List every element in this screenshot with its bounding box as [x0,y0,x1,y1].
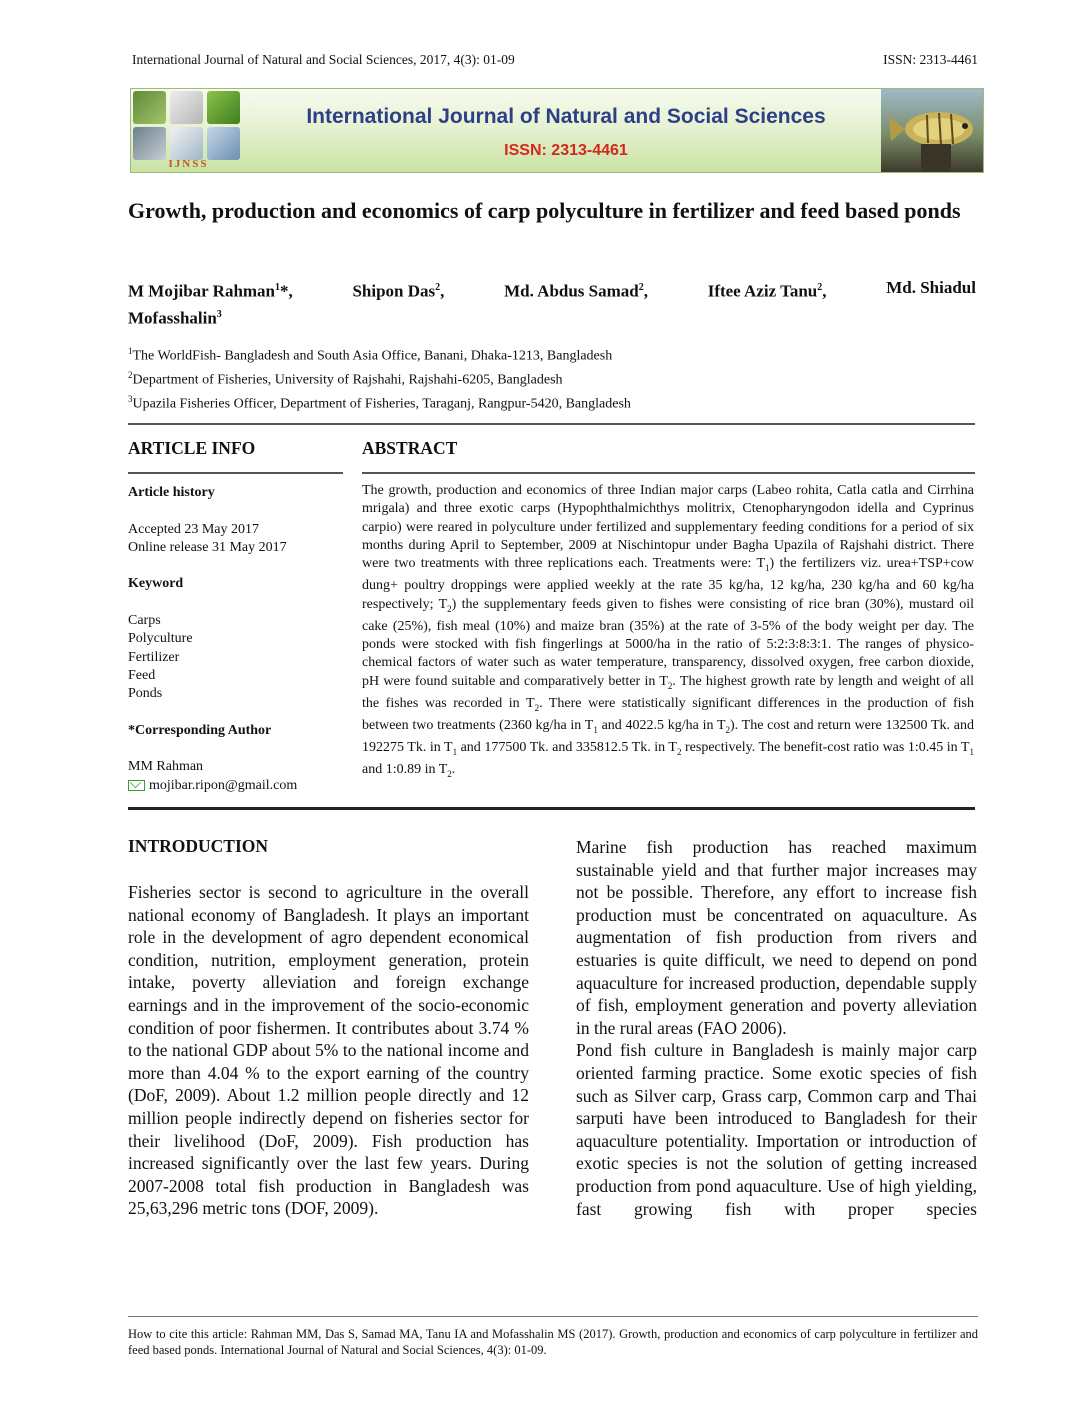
animal-thumbnail [170,91,203,124]
lab-thumbnail [170,127,203,160]
author: Shipon Das$^2$, [352,281,445,301]
intro-left-column [128,881,529,1220]
fish-thumbnail [133,127,166,160]
banner-abbreviation: IJNSS [168,158,209,170]
footer-divider [128,1316,978,1317]
banner-title: International Journal of Natural and Social Sciences [306,105,826,128]
accepted-date: Accepted 23 May 2017 [128,521,260,537]
keyword: Carps [128,613,161,629]
running-header-issn: ISSN: 2313-4461 [883,52,978,67]
leaf-thumbnail [207,91,240,124]
journal-banner [130,88,984,173]
author: Md. Abdus Samad$^2$, [504,281,648,301]
citation-footer: How to cite this article: Rahman MM, Das S, Samad MA, Tanu IA and Mofasshalin MS (2017). Growth, production and economics of carp polyculture in fertilizer and feed based ponds. International Journal of Natural and Social Sciences, 4(3): 01-09. [128,1327,978,1357]
intro-paragraph: Fisheries sector is second to agriculture in the overall national economy of Bangladesh. It plays an important role in the development of agro dependent economical condition, nutrition, employment generation, protein intake, poverty alleviation and foreign exchange earnings and in the improvement of the socio-economic condition of poor fishermen. It contributes about 3.74 % to the national GDP about 5% to the national income and more than 4.04 % to the export earning of the country (DoF, 2009). About 1.2 million people directly and 12 million people indirectly depend on fisheries sector for their livelihood (DoF, 2009). Fish production has increased significantly over the last few years. During 2007-2008 total fish production in Bangladesh was 25,63,296 metric tons (DOF, 2009). [128,882,529,1219]
email-link[interactable]: mojibar.ripon@gmail.com [149,777,298,793]
author: M Mojibar Rahman$^1$*, [128,281,293,301]
plant-thumbnail [133,91,166,124]
email-row[interactable] [128,777,348,795]
intro-paragraph: Pond fish culture in Bangladesh is mainly major carp oriented farming practice. Some exotic species of fish such as Silver carp, Grass carp, Common carp and Thai sarputi have been introduced to Bangladesh for their aquaculture potentiality. Importation or introduction of exotic species is not the solution of getting increased production from pond aquaculture. Use of high yielding, fast growing fish with proper species [576,1040,977,1219]
author-continued: Mofasshalin$^3$ [128,308,222,328]
divider [128,472,343,474]
running-header-journal: International Journal of Natural and Social Sciences, 2017, 4(3): 01-09 [132,52,515,67]
corresponding-name: MM Rahman [128,759,204,775]
affiliation: $^2$Department of Fisheries, University of Rajshahi, Rajshahi-6205, Bangladesh [128,370,563,388]
abstract-body: The growth, production and economics of three Indian major carps (Labeo rohita, Catla catla and Cirrhina mrigala) and three exotic carps (Hypophthalmichthys molitrix, Ctenopharyngodon idella and Cyprinus carpio) were reared in polyculture under fertilized and supplementary feeding conditions for a period of six months during April to September, 2009 at Nischintopur under Bagha Upazila of Rajshahi district. There were two treatments with three replications each. Treatments were: $T_1$) the fertilizers viz. urea+TSP+cow dung+ poultry droppings were applied weekly at the rate 35 kg/ha, 12 kg/ha, 230 kg/ha and 60 kg/ha respectively; $T_2$) the supplementary feeds given to fishes were consisting of rice bran (30%), mustard oil cake (25%), fish meal (10%) and maize bran (35%) at the rate of 3-5% of the body weight per day. The ponds were stocked with fish fingerlings at 5000/ha in the ratio of 5:2:3:8:3:1. The ranges of physico-chemical factors of water such as water temperature, transparency, dissolved oxygen, free carbon dioxide, pH were found suitable and comparatively better in $T_2$. The highest growth rate by length and weight of all the fishes was recorded in $T_2$. There were statistically significant differences in the production of fish between two treatments (2360 kg/ha in $T_1$ and 4022.5 kg/ha in $T_2$). The cost and return were 132500 Tk. and 192275 Tk. in $T_1$ and 177500 Tk. and 335812.5 Tk. in $T_2$ respectively. The benefit-cost ratio was 1:0.45 in $T_1$ and 1:0.89 in $T_2$. [362,483,975,779]
divider [362,472,975,474]
author: Iftee Aziz Tanu$^2$, [707,281,827,301]
author-list [128,276,976,329]
keyword: Fertilizer [128,649,180,665]
corresponding-label: *Corresponding Author [128,722,272,738]
article-info-heading: ARTICLE INFO [128,438,256,458]
article-title: Growth, production and economics of carp polyculture in fertilizer and feed based ponds [128,198,961,223]
history-label: Article history [128,485,215,500]
keyword: Ponds [128,686,163,702]
author-first-part: Md. Shiadul [886,278,976,297]
intro-paragraph: Marine fish production has reached maximum sustainable yield and that further major increases may not be possible. Therefore, any effort to increase fish production must be concentrated on aquaculture. As augmentation of fish production from rivers and estuaries is quite difficult, we need to depend on pond aquaculture for increased production, dependable supply of fish, employment generation and poverty alleviation in the rural areas (FAO 2006). [576,837,977,1038]
keyword: Polyculture [128,631,193,647]
keyword-label: Keyword [128,576,184,592]
introduction-heading: INTRODUCTION [128,836,269,856]
people-thumbnail [207,127,240,160]
banner-issn: ISSN: 2313-4461 [504,142,628,159]
fish-photo [881,89,983,172]
abstract-heading: ABSTRACT [362,438,458,458]
divider [128,807,975,810]
affiliation: $^1$The WorldFish- Bangladesh and South Asia Office, Banani, Dhaka-1213, Bangladesh [128,346,613,364]
envelope-icon [128,780,145,791]
intro-right-column [576,836,977,1220]
keyword: Feed [128,667,156,683]
article-info-sidebar [128,484,348,795]
online-date: Online release 31 May 2017 [128,539,287,555]
divider [128,423,975,425]
affiliation: $^3$Upazila Fisheries Officer, Department of Fisheries, Taraganj, Rangpur-5420, Bangladesh [128,394,631,412]
affiliation-list [128,342,631,414]
